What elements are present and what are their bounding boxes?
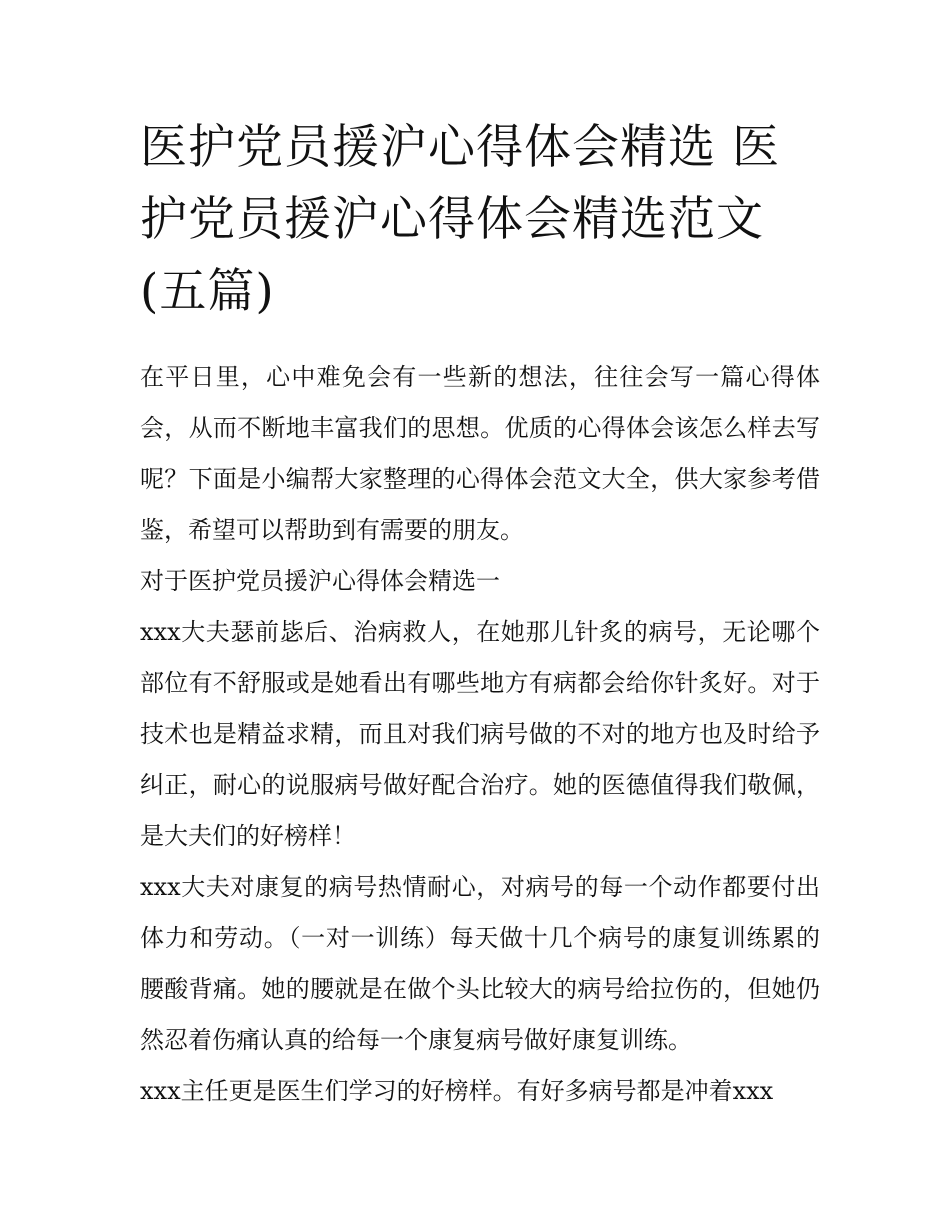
body-paragraph: xxx主任更是医生们学习的好榜样。有好多病号都是冲着xxx	[140, 1077, 774, 1105]
body-paragraph: xxx大夫瑟前毖后、治病救人，在她那儿针炙的病号，无论哪个部位有不舒服或是她看出有哪些地方有病都会给你针炙好。对于技术也是精益求精，而且对我们病号做的不对的地方也及时给予纠正，耐心的说服病号做好配合治疗。她的医德值得我们敬佩，是大夫们的好榜样！	[140, 618, 820, 850]
document-body	[140, 352, 820, 1117]
section-heading: 对于医护党员援沪心得体会精选一	[140, 567, 500, 595]
body-paragraph: xxx大夫对康复的病号热情耐心，对病号的每一个动作都要付出体力和劳动。（一对一训练）每天做十几个病号的康复训练累的腰酸背痛。她的腰就是在做个头比较大的病号给拉伤的，但她仍然忍着伤痛认真的给每一个康复病号做好康复训练。	[140, 873, 820, 1054]
intro-paragraph: 在平日里，心中难免会有一些新的想法，往往会写一篇心得体会，从而不断地丰富我们的思想。优质的心得体会该怎么样去写呢？下面是小编帮大家整理的心得体会范文大全，供大家参考借鉴，希望可以帮助到有需要的朋友。	[140, 363, 820, 544]
document-title: 医护党员援沪心得体会精选 医护党员援沪心得体会精选范文(五篇)	[140, 120, 780, 319]
